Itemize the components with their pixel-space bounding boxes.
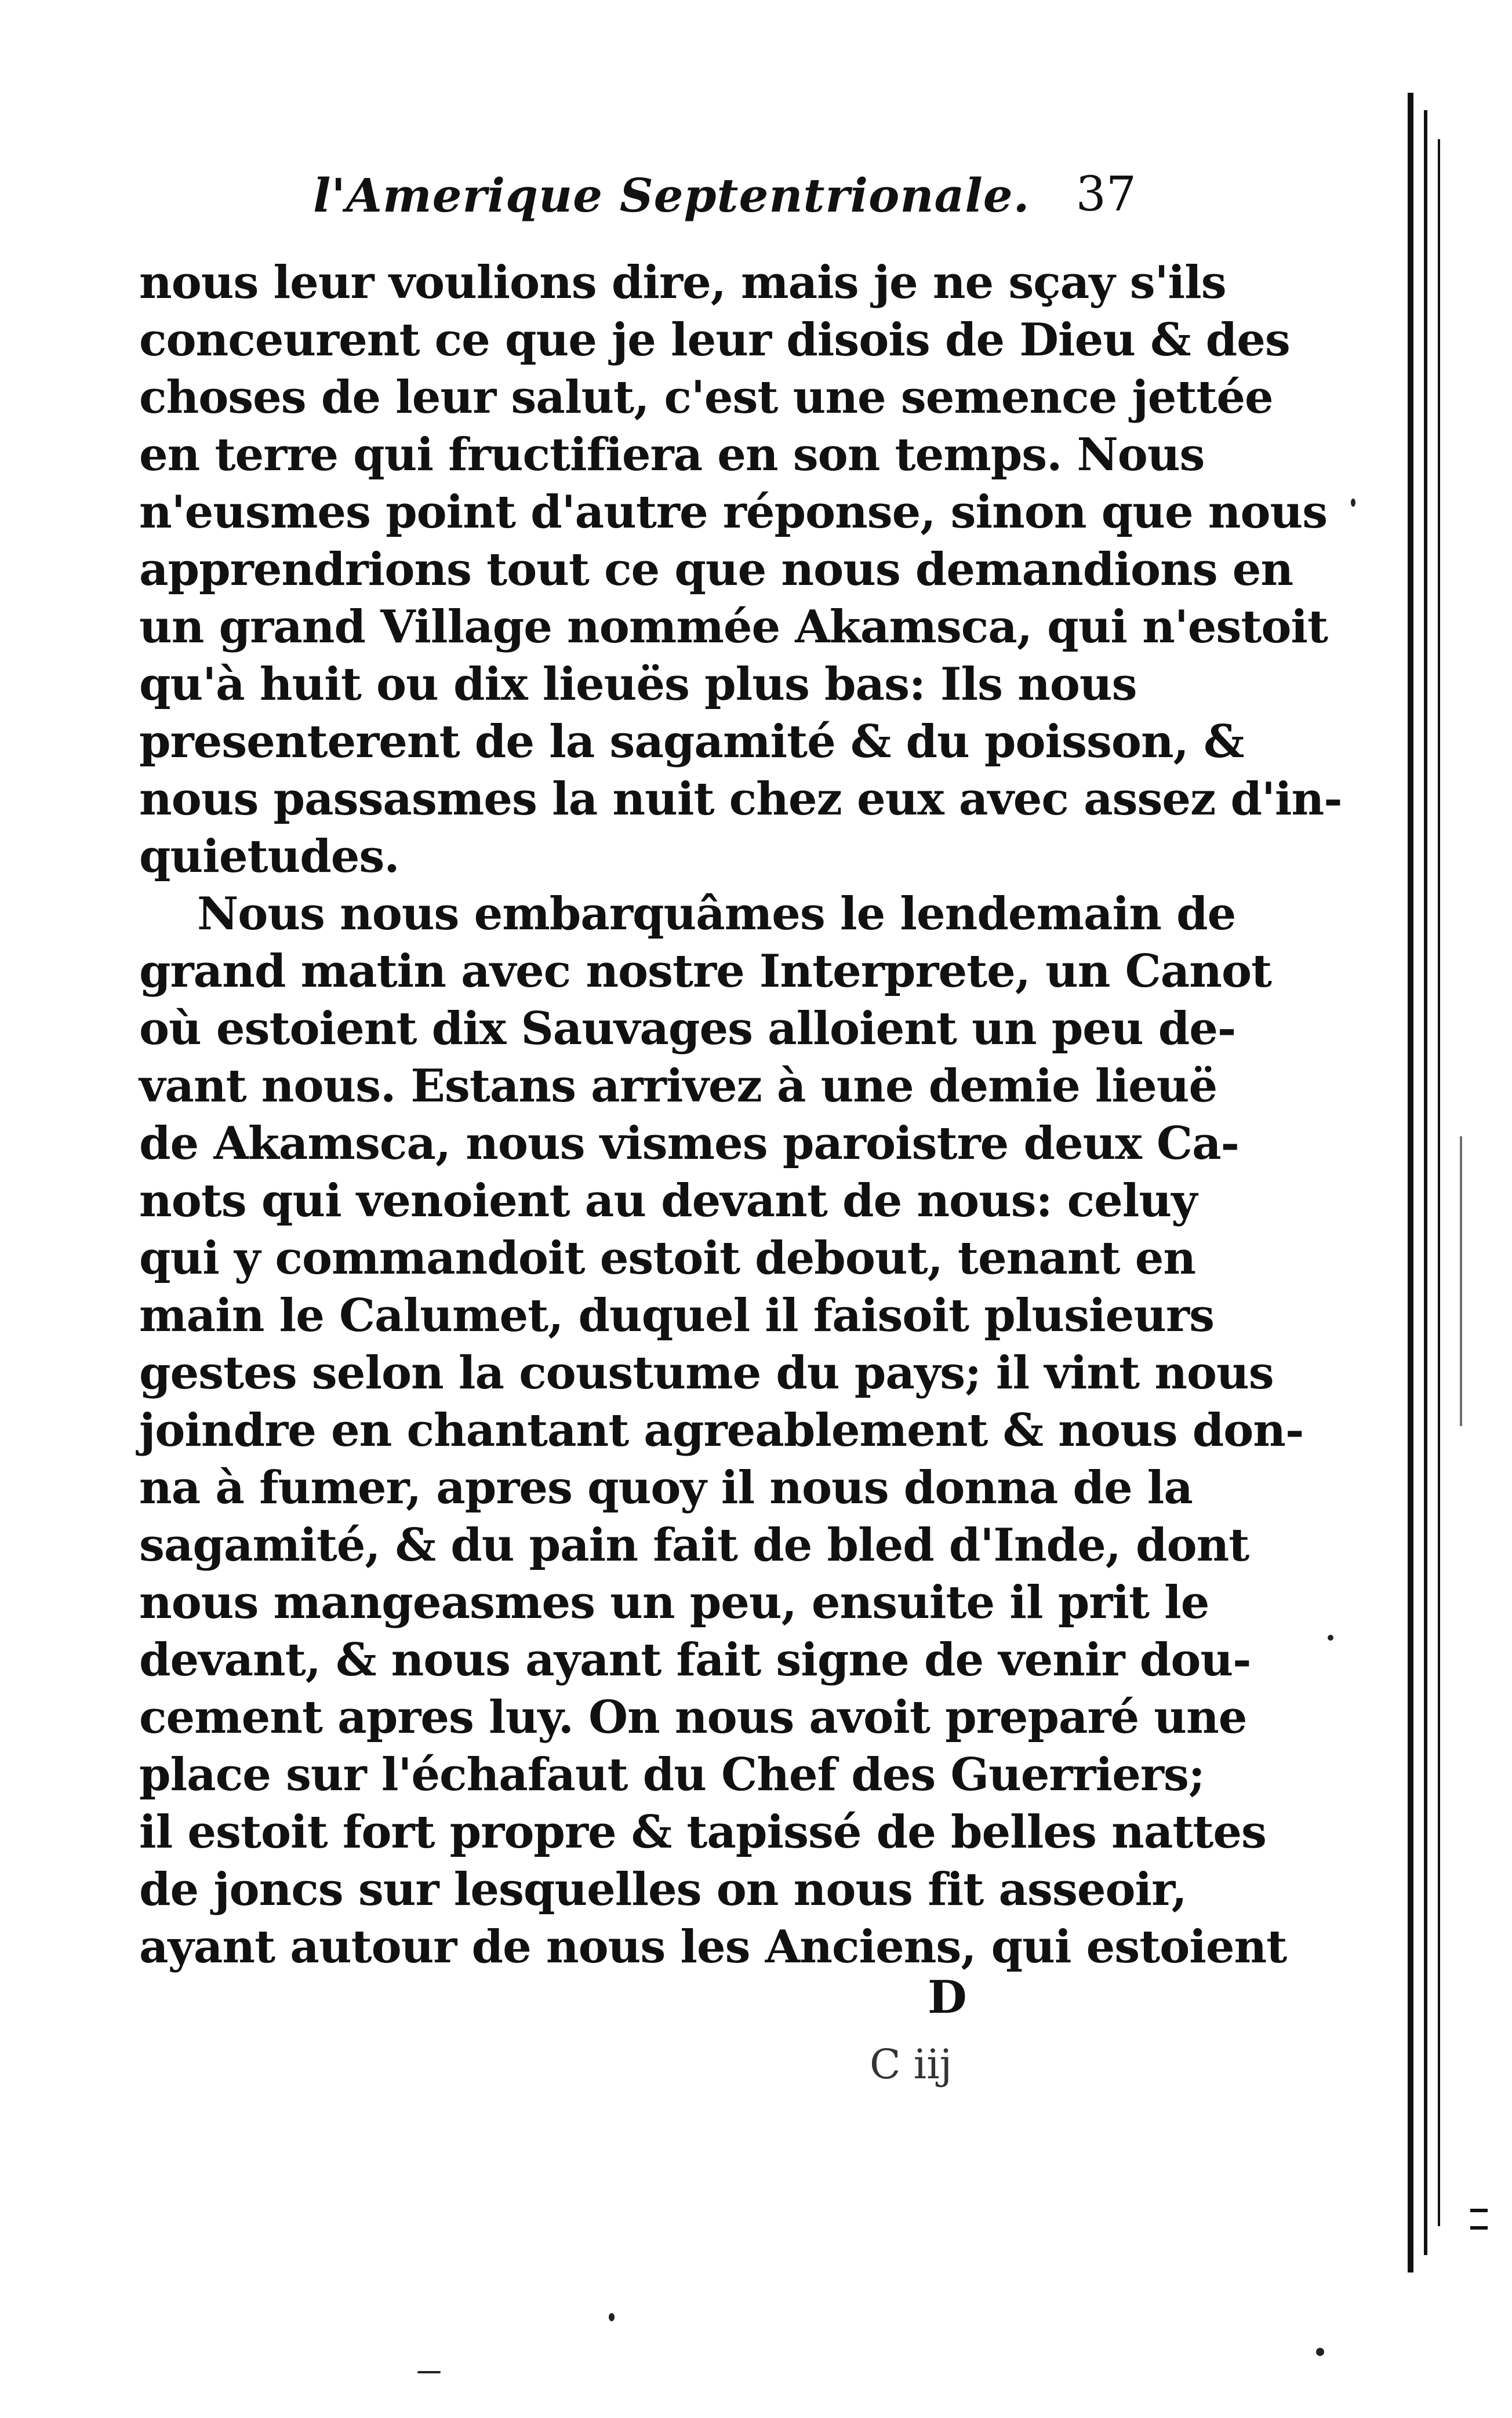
- text-line: cement apres luy. On nous avoit preparé une: [139, 1691, 1247, 1744]
- text-line: qu'à huit ou dix lieuës plus bas: Ils nous: [139, 658, 1137, 711]
- text-line: presenterent de la sagamité & du poisson, &: [139, 715, 1244, 768]
- handwritten-note: C iij: [870, 2041, 953, 2088]
- text-line: place sur l'échafaut du Chef des Guerriers;: [139, 1748, 1205, 1801]
- ink-speck: [417, 2371, 441, 2373]
- edge-line: [1408, 93, 1413, 2272]
- text-line: nots qui venoient au devant de nous: celuy: [139, 1175, 1197, 1227]
- text-line: un grand Village nommée Akamsca, qui n'estoit: [139, 601, 1328, 653]
- text-line: il estoit fort propre & tapissé de belles nattes: [139, 1806, 1266, 1859]
- text-line: de Akamsca, nous vismes paroistre deux Ca-: [139, 1117, 1239, 1170]
- text-line: choses de leur salut, c'est une semence jettée: [139, 371, 1273, 424]
- ink-speck: [1328, 1635, 1333, 1641]
- text-line: nous mangeasmes un peu, ensuite il prit le: [139, 1576, 1209, 1629]
- page-header: [313, 157, 1136, 243]
- text-line: devant, & nous ayant fait signe de venir dou-: [139, 1634, 1251, 1686]
- text-line: joindre en chantant agreablement & nous don-: [139, 1404, 1304, 1457]
- text-line: grand matin avec nostre Interprete, un Canot: [139, 945, 1271, 998]
- text-line: n'eusmes point d'autre réponse, sinon que nous: [139, 486, 1328, 539]
- text-line: conceurent ce que je leur disois de Dieu & des: [139, 314, 1290, 366]
- text-line: vant nous. Estans arrivez à une demie lieuë: [139, 1060, 1217, 1112]
- text-line: Nous nous embarquâmes le lendemain de: [197, 888, 1236, 940]
- text-line: gestes selon la coustume du pays; il vint nous: [139, 1347, 1274, 1399]
- text-line: na à fumer, apres quoy il nous donna de la: [139, 1461, 1193, 1514]
- ink-speck: [1316, 2348, 1324, 2356]
- edge-line: [1438, 139, 1440, 2226]
- body-text: [139, 254, 1342, 1976]
- text-line: quietudes.: [139, 830, 399, 883]
- edge-line: [1470, 2226, 1488, 2230]
- text-line: ayant autour de nous les Anciens, qui estoient: [139, 1921, 1287, 1973]
- signature-mark: D: [928, 1971, 967, 2024]
- text-line: où estoient dix Sauvages alloient un peu de-: [139, 1002, 1236, 1055]
- text-line: nous leur voulions dire, mais je ne sçay s'ils: [139, 256, 1226, 309]
- edge-line: [1470, 2209, 1488, 2212]
- text-line: de joncs sur lesquelles on nous fit asseoir,: [139, 1863, 1187, 1916]
- text-line: en terre qui fructifiera en son temps. Nous: [139, 428, 1205, 481]
- page-number: 37: [1075, 167, 1136, 222]
- text-line: qui y commandoit estoit debout, tenant en: [139, 1232, 1196, 1285]
- text-line: nous passasmes la nuit chez eux avec assez d'in-: [139, 773, 1342, 826]
- edge-line: [1424, 110, 1427, 2255]
- text-line: main le Calumet, duquel il faisoit plusieurs: [139, 1289, 1215, 1342]
- text-line: apprendrions tout ce que nous demandions en: [139, 543, 1293, 596]
- edge-line: [1460, 1136, 1462, 1426]
- text-line: sagamité, & du pain fait de bled d'Inde, dont: [139, 1519, 1249, 1572]
- running-title: l'Amerique Septentrionale.: [313, 168, 1030, 223]
- page-edge-shadow: [1396, 93, 1489, 2272]
- ink-speck: [609, 2313, 615, 2321]
- ink-speck: [1351, 499, 1355, 507]
